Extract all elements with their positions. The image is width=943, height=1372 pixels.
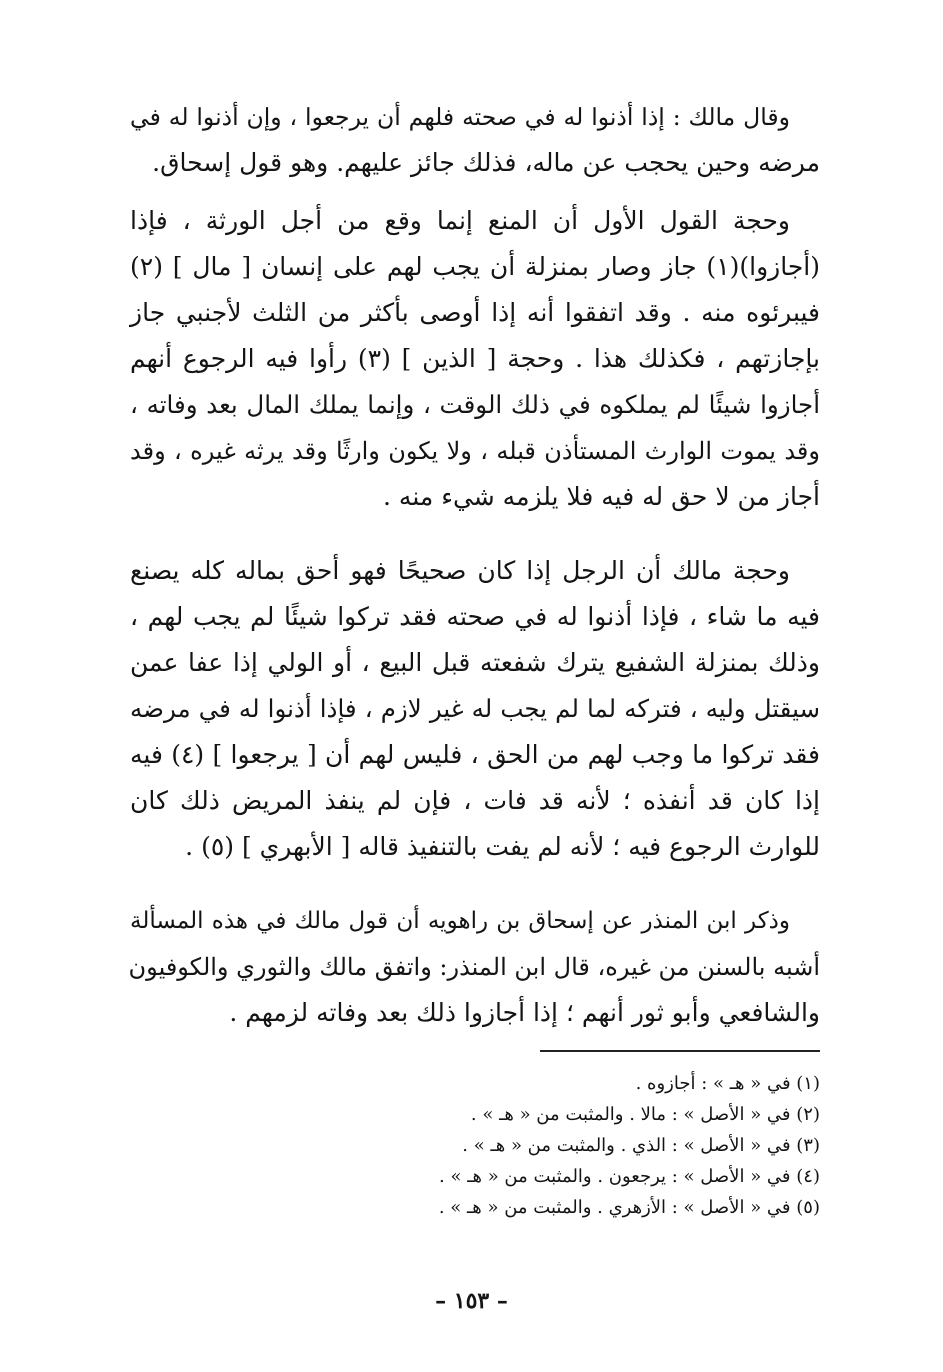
footnote-separator (540, 1050, 820, 1052)
text-line: مرضه وحين يحجب عن ماله، فذلك جائز عليهم. وهو قول إسحاق. (152, 148, 820, 177)
text-line: والشافعي وأبو ثور أنهم ؛ إذا أجازوا ذلك بعد وفاته لزمهم . (229, 998, 820, 1027)
text-line: وذكر ابن المنذر عن إسحاق بن راهويه أن قول مالك في هذه المسألة (130, 908, 790, 934)
text-line: أجاز من لا حق له فيه فلا يلزمه شيء منه . (383, 482, 820, 511)
text-line: فقد تركوا ما وجب لهم من الحق ، فليس لهم أن [ يرجعوا ] (٤) فيه (130, 740, 820, 769)
footnote: (٤) في « الأصل » : يرجعون . والمثبت من « هـ » . (439, 1166, 820, 1187)
text-line: أجازوا شيئًا لم يملكوه في ذلك الوقت ، وإنما يملك المال بعد وفاته ، (130, 390, 820, 419)
footnote: (٢) في « الأصل » : مالا . والمثبت من « هـ » . (470, 1104, 820, 1125)
text-line: أشبه بالسنن من غيره، قال ابن المنذر: واتفق مالك والثوري والكوفيون (128, 953, 820, 981)
text-line: فيه ما شاء ، فإذا أذنوا له في صحته فقد تركوا شيئًا لم يجب لهم ، (130, 602, 820, 631)
paragraph-1 (130, 94, 820, 186)
footnote: (١) في « هـ » : أجازوه . (635, 1073, 820, 1094)
text-line: للوارث الرجوع فيه ؛ لأنه لم يفت بالتنفيذ قاله [ الأبهري ] (٥) . (185, 832, 820, 861)
text-line: سيقتل وليه ، فتركه لما لم يجب له غير لازم ، فإذا أذنوا له في مرضه (130, 694, 820, 723)
footnote: (٣) في « الأصل » : الذي . والمثبت من « هـ » . (462, 1135, 820, 1156)
text-line: وحجة القول الأول أن المنع إنما وقع من أجل الورثة ، فإذا (130, 206, 790, 235)
text-line: وقال مالك : إذا أذنوا له في صحته فلهم أن يرجعوا ، وإن أذنوا له في (130, 103, 790, 131)
paragraph-3 (130, 548, 820, 870)
text-line: (أجازوا)(١) جاز وصار بمنزلة أن يجب لهم على إنسان [ مال ] (٢) (130, 252, 820, 281)
page-number: – ١٥٣ – (435, 1288, 508, 1314)
text-line: وذلك بمنزلة الشفيع يترك شفعته قبل البيع ، أو الولي إذا عفا عمن (130, 648, 820, 677)
text-line: إذا كان قد أنفذه ؛ لأنه قد فات ، فإن لم ينفذ المريض ذلك كان (130, 786, 820, 815)
footnote: (٥) في « الأصل » : الأزهري . والمثبت من « هـ » . (438, 1197, 820, 1218)
text-line: بإجازتهم ، فكذلك هذا . وحجة [ الذين ] (٣) رأوا فيه الرجوع أنهم (130, 344, 820, 373)
text-line: وقد يموت الوارث المستأذن قبله ، ولا يكون وارثًا وقد يرثه غيره ، وقد (130, 437, 820, 465)
paragraph-2 (130, 198, 820, 520)
text-line: وحجة مالك أن الرجل إذا كان صحيحًا فهو أحق بماله كله يصنع (130, 556, 790, 585)
text-line: فيبرئوه منه . وقد اتفقوا أنه إذا أوصى بأكثر من الثلث لأجنبي جاز (130, 298, 820, 327)
footnotes (300, 1068, 820, 1223)
paragraph-4 (130, 898, 820, 1036)
